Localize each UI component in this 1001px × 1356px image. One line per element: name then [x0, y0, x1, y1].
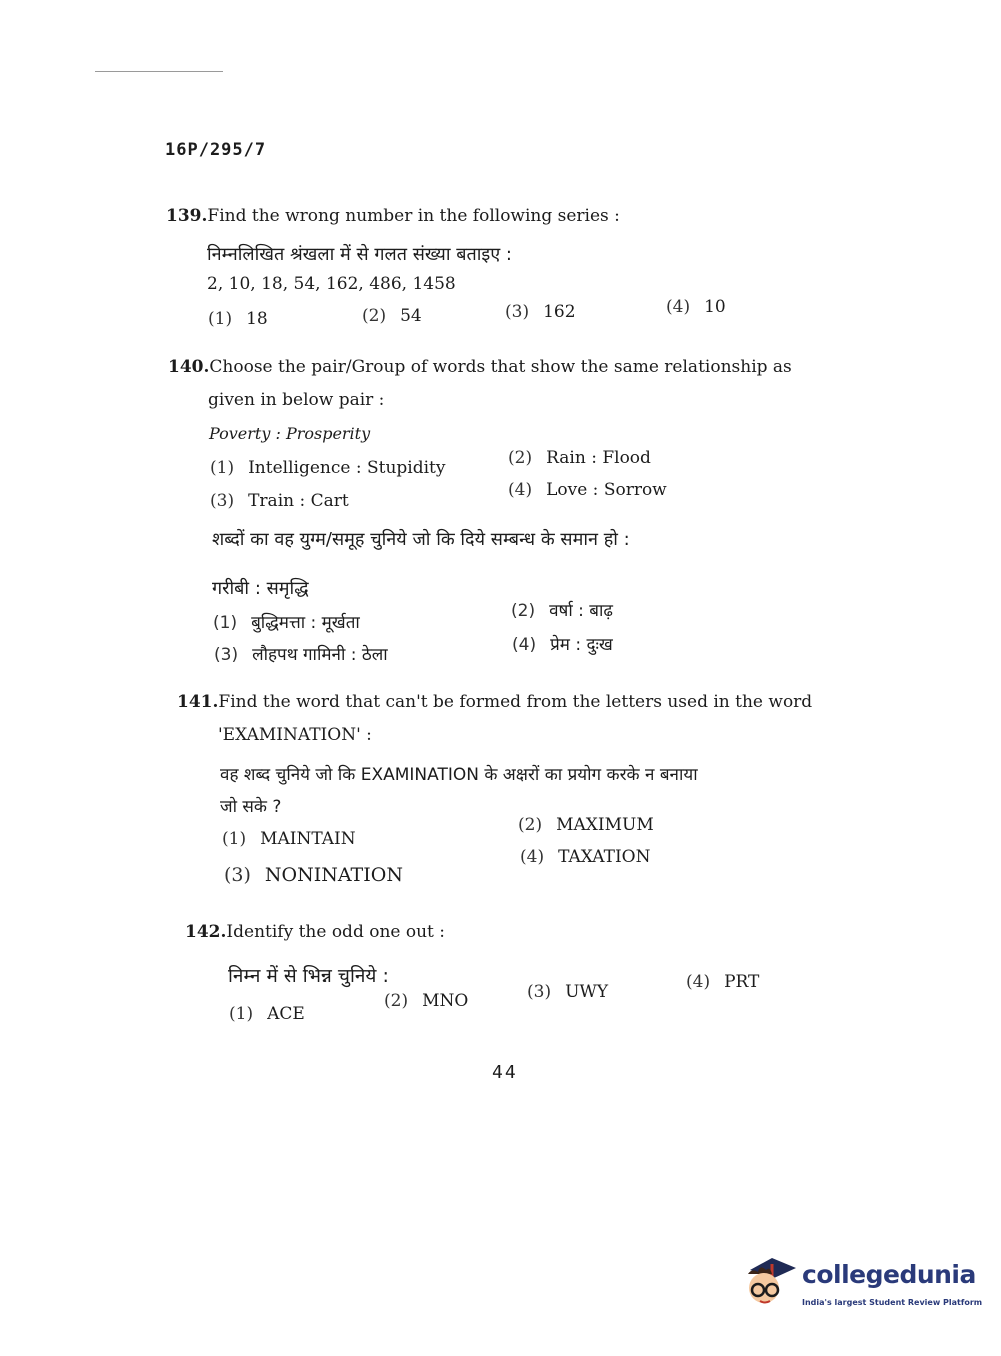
q140-option-hi-3: (3) लौहपथ गामिनी : ठेला: [214, 645, 388, 665]
q140-text-en-1: Choose the pair/Group of words that show the same relationship as: [209, 357, 792, 377]
q140-number: 140.: [168, 357, 210, 377]
q139-text-en: Find the wrong number in the following series :: [207, 206, 620, 226]
q140-option-en-3: (3) Train : Cart: [210, 491, 349, 511]
q142-option-1: (1) ACE: [229, 1004, 305, 1024]
q141-text-en-2: 'EXAMINATION' :: [218, 725, 372, 745]
q140-option-hi-2: (2) वर्षा : बाढ़: [511, 601, 613, 621]
q139-heading: [166, 206, 620, 226]
q140-option-hi-4: (4) प्रेम : दुःख: [512, 635, 613, 655]
q142-heading: [185, 922, 445, 942]
q139-option-4: (4) 10: [666, 297, 726, 317]
q142-text-hi: निम्न में से भिन्न चुनिये :: [228, 965, 389, 987]
q141-text-en-1: Find the word that can't be formed from the letters used in the word: [218, 692, 813, 712]
q141-option-4: (4) TAXATION: [520, 847, 651, 867]
q140-heading: [168, 357, 792, 377]
q141-option-2: (2) MAXIMUM: [518, 815, 654, 835]
q142-option-4: (4) PRT: [686, 972, 760, 992]
q140-option-en-4: (4) Love : Sorrow: [508, 480, 667, 500]
q142-option-3: (3) UWY: [527, 982, 609, 1002]
q140-pair-en: Poverty : Prosperity: [209, 424, 371, 443]
q141-option-3: (3) NONINATION: [224, 864, 403, 886]
q139-option-1: (1) 18: [208, 309, 268, 329]
q140-option-en-1: (1) Intelligence : Stupidity: [210, 458, 446, 478]
collegedunia-logo: [742, 1248, 983, 1318]
q142-number: 142.: [185, 922, 227, 942]
q139-number: 139.: [166, 206, 208, 226]
logo-name: collegedunia: [802, 1260, 976, 1289]
q142-text-en: Identify the odd one out :: [226, 922, 446, 942]
q140-pair-hi: गरीबी : समृद्धि: [212, 578, 309, 599]
paper-code: 16P/295/7: [165, 140, 267, 160]
page-number: 44: [492, 1062, 518, 1083]
top-rule: [95, 71, 223, 72]
q141-text-hi-1: वह शब्द चुनिये जो कि EXAMINATION के अक्षरों का प्रयोग करके न बनाया: [220, 765, 698, 785]
logo-tagline: India's largest Student Review Platform: [802, 1298, 983, 1307]
q140-text-en-2: given in below pair :: [208, 390, 385, 410]
q142-option-2: (2) MNO: [384, 991, 469, 1011]
q141-heading: [177, 692, 812, 712]
q141-option-1: (1) MAINTAIN: [222, 829, 356, 849]
q140-option-en-2: (2) Rain : Flood: [508, 448, 651, 468]
mascot-icon: [742, 1250, 800, 1312]
q140-option-hi-1: (1) बुद्धिमत्ता : मूर्खता: [213, 613, 360, 633]
q141-text-hi-2: जो सके ?: [220, 797, 282, 817]
q139-option-3: (3) 162: [505, 302, 576, 322]
q141-number: 141.: [177, 692, 219, 712]
q140-text-hi: शब्दों का वह युग्म/समूह चुनिये जो कि दिये सम्बन्ध के समान हो :: [212, 529, 630, 550]
q139-text-hi: निम्नलिखित श्रंखला में से गलत संख्या बताइए :: [207, 244, 512, 265]
q139-series: 2, 10, 18, 54, 162, 486, 1458: [207, 274, 456, 294]
q139-option-2: (2) 54: [362, 306, 422, 326]
